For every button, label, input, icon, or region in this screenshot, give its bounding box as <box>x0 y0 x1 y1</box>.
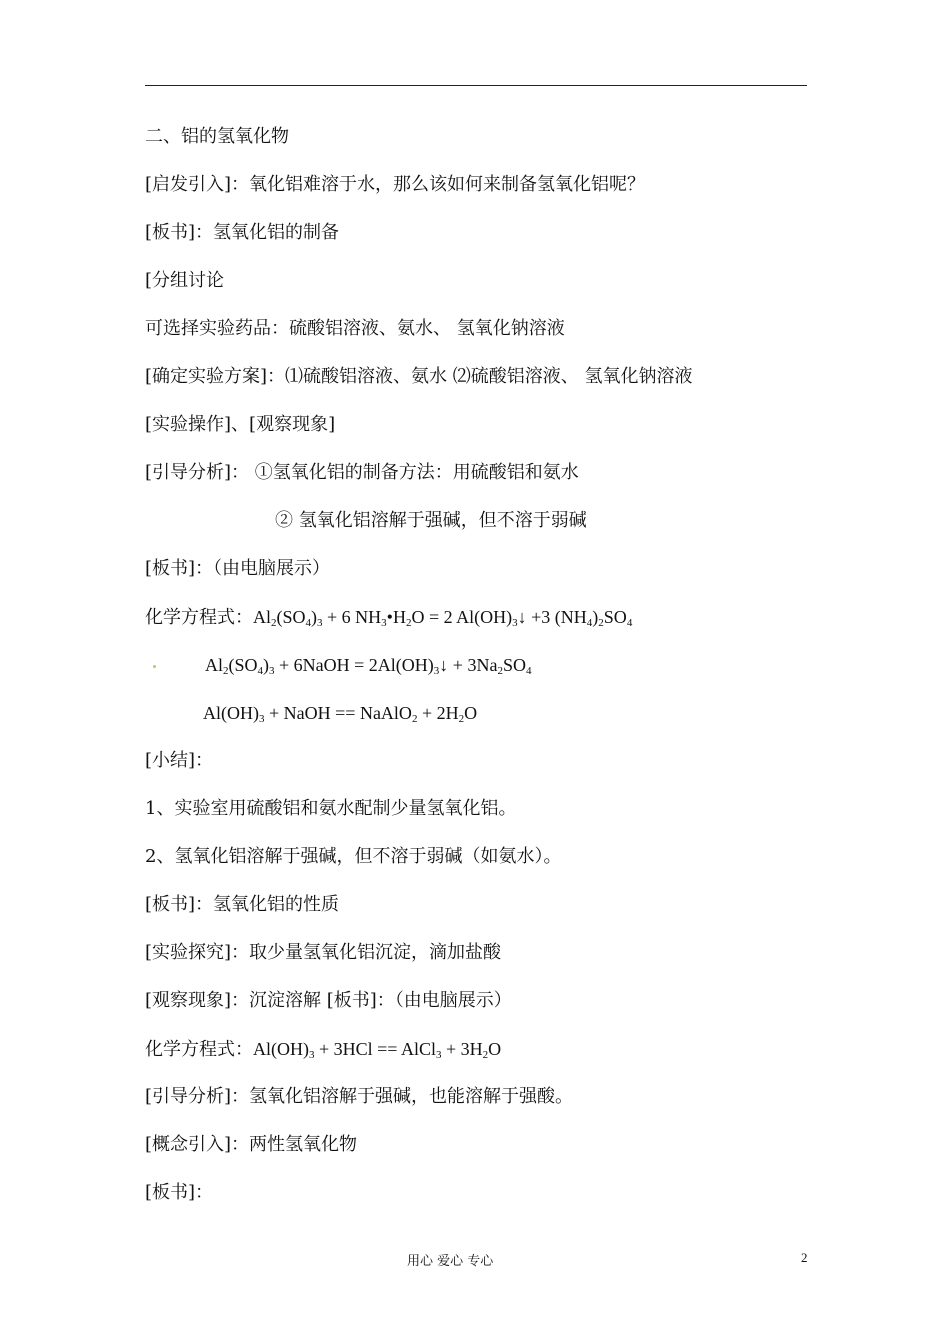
footer-motto: 用心 爱心 专心 <box>407 1254 494 1269</box>
text-line: 1、实验室用硫酸铝和氨水配制少量氢氧化铝。 <box>145 798 517 819</box>
text-line: [板书]：氢氧化铝的性质 <box>145 894 340 915</box>
equation-2: $Al_2(SO_4)_3$ + 6NaOH = $2Al(OH)_3↓ + 3Na_2SO_4$ <box>205 655 532 677</box>
equation-1: 化学方程式：$Al_2(SO_4)_3 + 6$ $NH_3•H_2O = 2$ $Al(OH)_3↓ +3$ $(NH_4)_2SO_4$ <box>145 607 633 629</box>
text-line: 2、氢氧化铝溶解于强碱，但不溶于弱碱（如氨水）。 <box>145 846 562 867</box>
header-rule <box>145 85 807 86</box>
text-line: [板书]： <box>145 1182 214 1203</box>
marker-dot <box>153 665 156 668</box>
text-line: ② 氢氧化铝溶解于强碱，但不溶于弱碱 <box>275 510 587 531</box>
section-heading: 二、铝的氢氧化物 <box>145 126 289 147</box>
text-line: [概念引入]：两性氢氧化物 <box>145 1134 358 1155</box>
text-line: [板书]：（由电脑展示） <box>145 558 331 579</box>
text-line: [引导分析]： ①氢氧化铝的制备方法：用硫酸铝和氨水 <box>145 462 579 483</box>
text-line: [小结]： <box>145 750 214 771</box>
text-line: [引导分析]：氢氧化铝溶解于强碱，也能溶解于强酸。 <box>145 1086 574 1107</box>
text-line: [分组讨论 <box>145 270 225 291</box>
text-line: [实验操作]、[观察现象] <box>145 414 336 435</box>
text-line: 可选择实验药品：硫酸铝溶液、氨水、 氢氧化钠溶液 <box>145 318 565 339</box>
text-line: [板书]：氢氧化铝的制备 <box>145 222 340 243</box>
equation-4: 化学方程式：$Al(OH)_3 + 3HCl$ == AlCl$_3$ + $3H_2O$ <box>145 1039 502 1061</box>
precipitate-arrow: ↓ <box>439 655 449 675</box>
text-line: [确定实验方案]：⑴硫酸铝溶液、氨水 ⑵硫酸铝溶液、 氢氧化钠溶液 <box>145 366 693 387</box>
page-number: 2 <box>801 1250 808 1265</box>
precipitate-arrow: ↓ <box>517 607 527 627</box>
equation-3: $Al(OH)_3$ + NaOH == NaAlO$_2$ + $2H_2O$ <box>203 703 478 725</box>
text-line: [实验探究]：取少量氢氧化铝沉淀，滴加盐酸 <box>145 942 502 963</box>
text-line: [启发引入]：氧化铝难溶于水，那么该如何来制备氢氧化铝呢？ <box>145 174 646 195</box>
text-line: [观察现象]：沉淀溶解 [板书]：（由电脑展示） <box>145 990 512 1011</box>
